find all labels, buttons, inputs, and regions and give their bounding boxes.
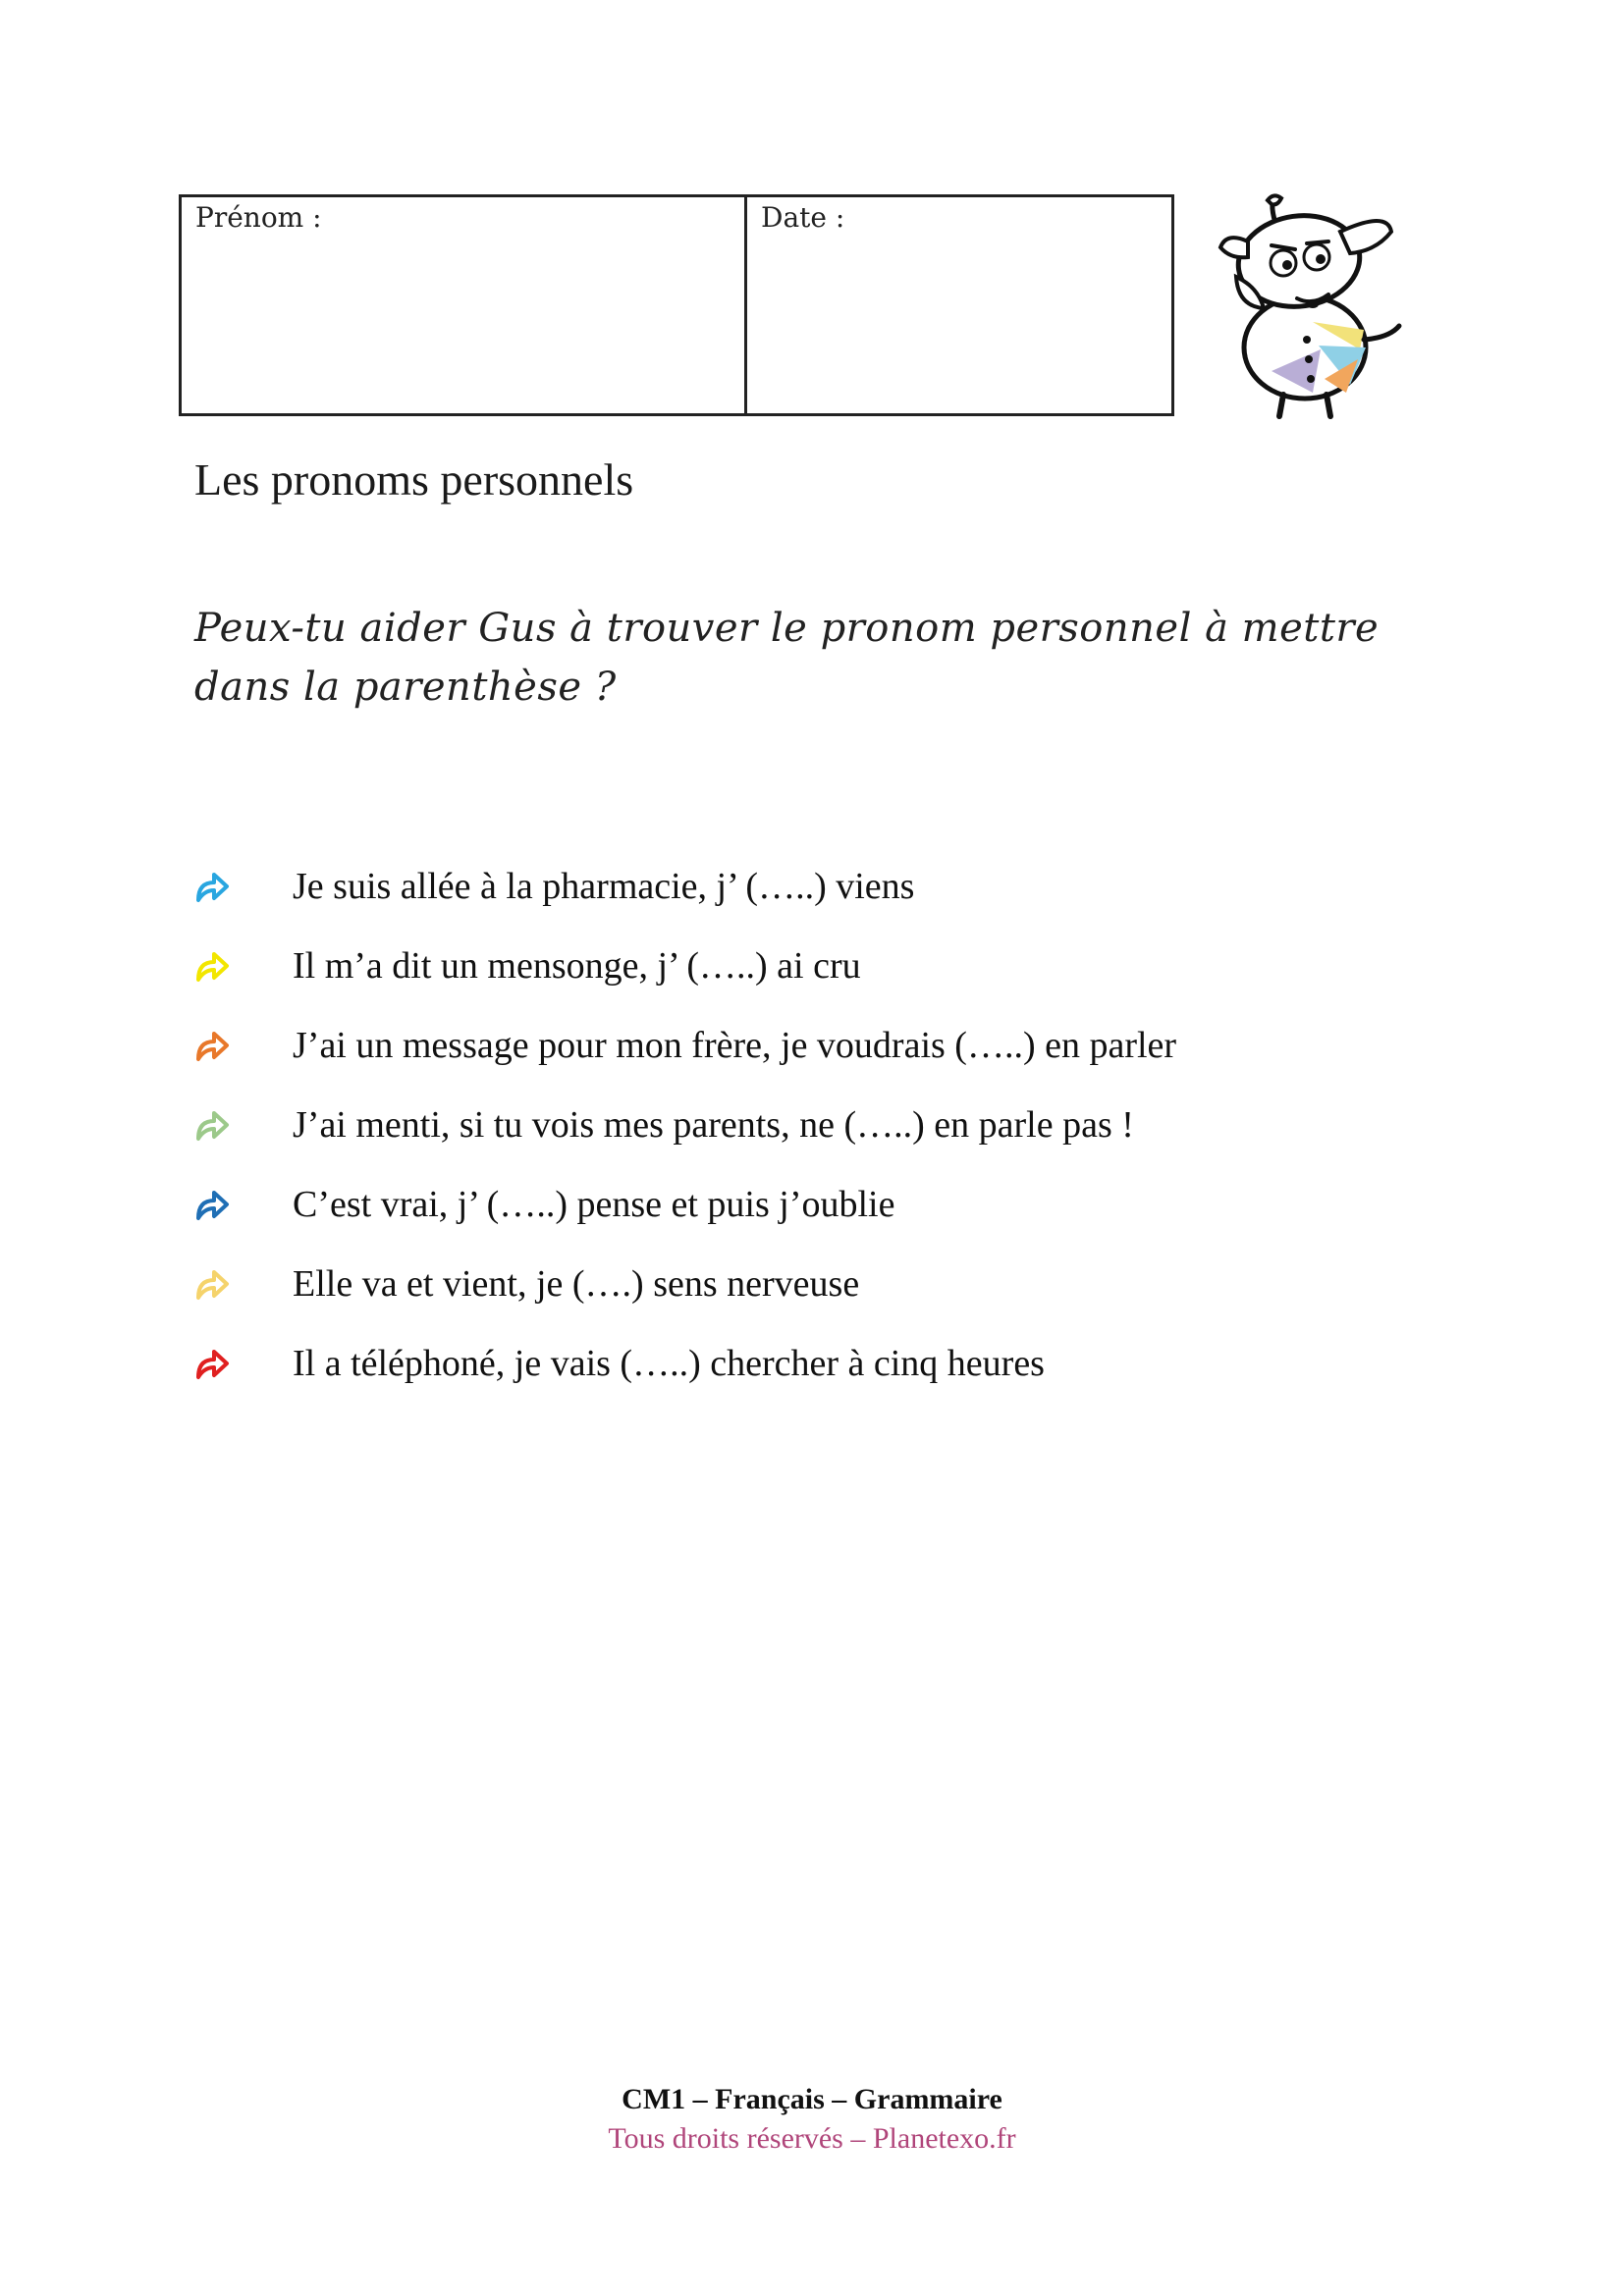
date-label: Date :: [761, 201, 845, 234]
arrow-right-icon: [194, 948, 230, 984]
exercise-sentence: Elle va et vient, je (….) sens nerveuse: [293, 1262, 860, 1305]
exercise-list: [194, 846, 1176, 1403]
date-field[interactable]: [747, 197, 1171, 413]
name-label: Prénom :: [195, 201, 322, 234]
arrow-right-icon: [194, 1346, 230, 1381]
exercise-item: [194, 1085, 1176, 1164]
name-field[interactable]: [182, 197, 747, 413]
exercise-sentence: Il m’a dit un mensonge, j’ (…..) ai cru: [293, 944, 861, 987]
exercise-item: [194, 1164, 1176, 1244]
exercise-item: [194, 926, 1176, 1005]
exercise-item: [194, 846, 1176, 926]
exercise-sentence: Je suis allée à la pharmacie, j’ (…..) viens: [293, 865, 915, 907]
exercise-item: [194, 1005, 1176, 1085]
exercise-sentence: J’ai un message pour mon frère, je voudrais (…..) en parler: [293, 1024, 1177, 1066]
exercise-sentence: J’ai menti, si tu vois mes parents, ne (…..) en parle pas !: [293, 1103, 1134, 1146]
arrow-right-icon: [194, 1266, 230, 1302]
footer-copyright: Tous droits réservés – Planetexo.fr: [608, 2122, 1016, 2155]
footer-subject: CM1 – Français – Grammaire: [622, 2083, 1002, 2115]
arrow-right-icon: [194, 869, 230, 904]
instruction-text: Peux-tu aider Gus à trouver le pronom personnel à mettre dans la parenthèse ?: [194, 606, 1380, 710]
arrow-right-icon: [194, 1028, 230, 1063]
exercise-item: [194, 1244, 1176, 1323]
arrow-right-icon: [194, 1107, 230, 1143]
exercise-sentence: C’est vrai, j’ (…..) pense et puis j’oublie: [293, 1183, 895, 1225]
student-info-table: [179, 194, 1174, 416]
page-title: Les pronoms personnels: [194, 454, 634, 505]
exercise-item: [194, 1323, 1176, 1403]
arrow-right-icon: [194, 1187, 230, 1222]
exercise-sentence: Il a téléphoné, je vais (…..) chercher à cinq heures: [293, 1342, 1045, 1384]
sheep-mascot-icon: [1203, 192, 1419, 420]
